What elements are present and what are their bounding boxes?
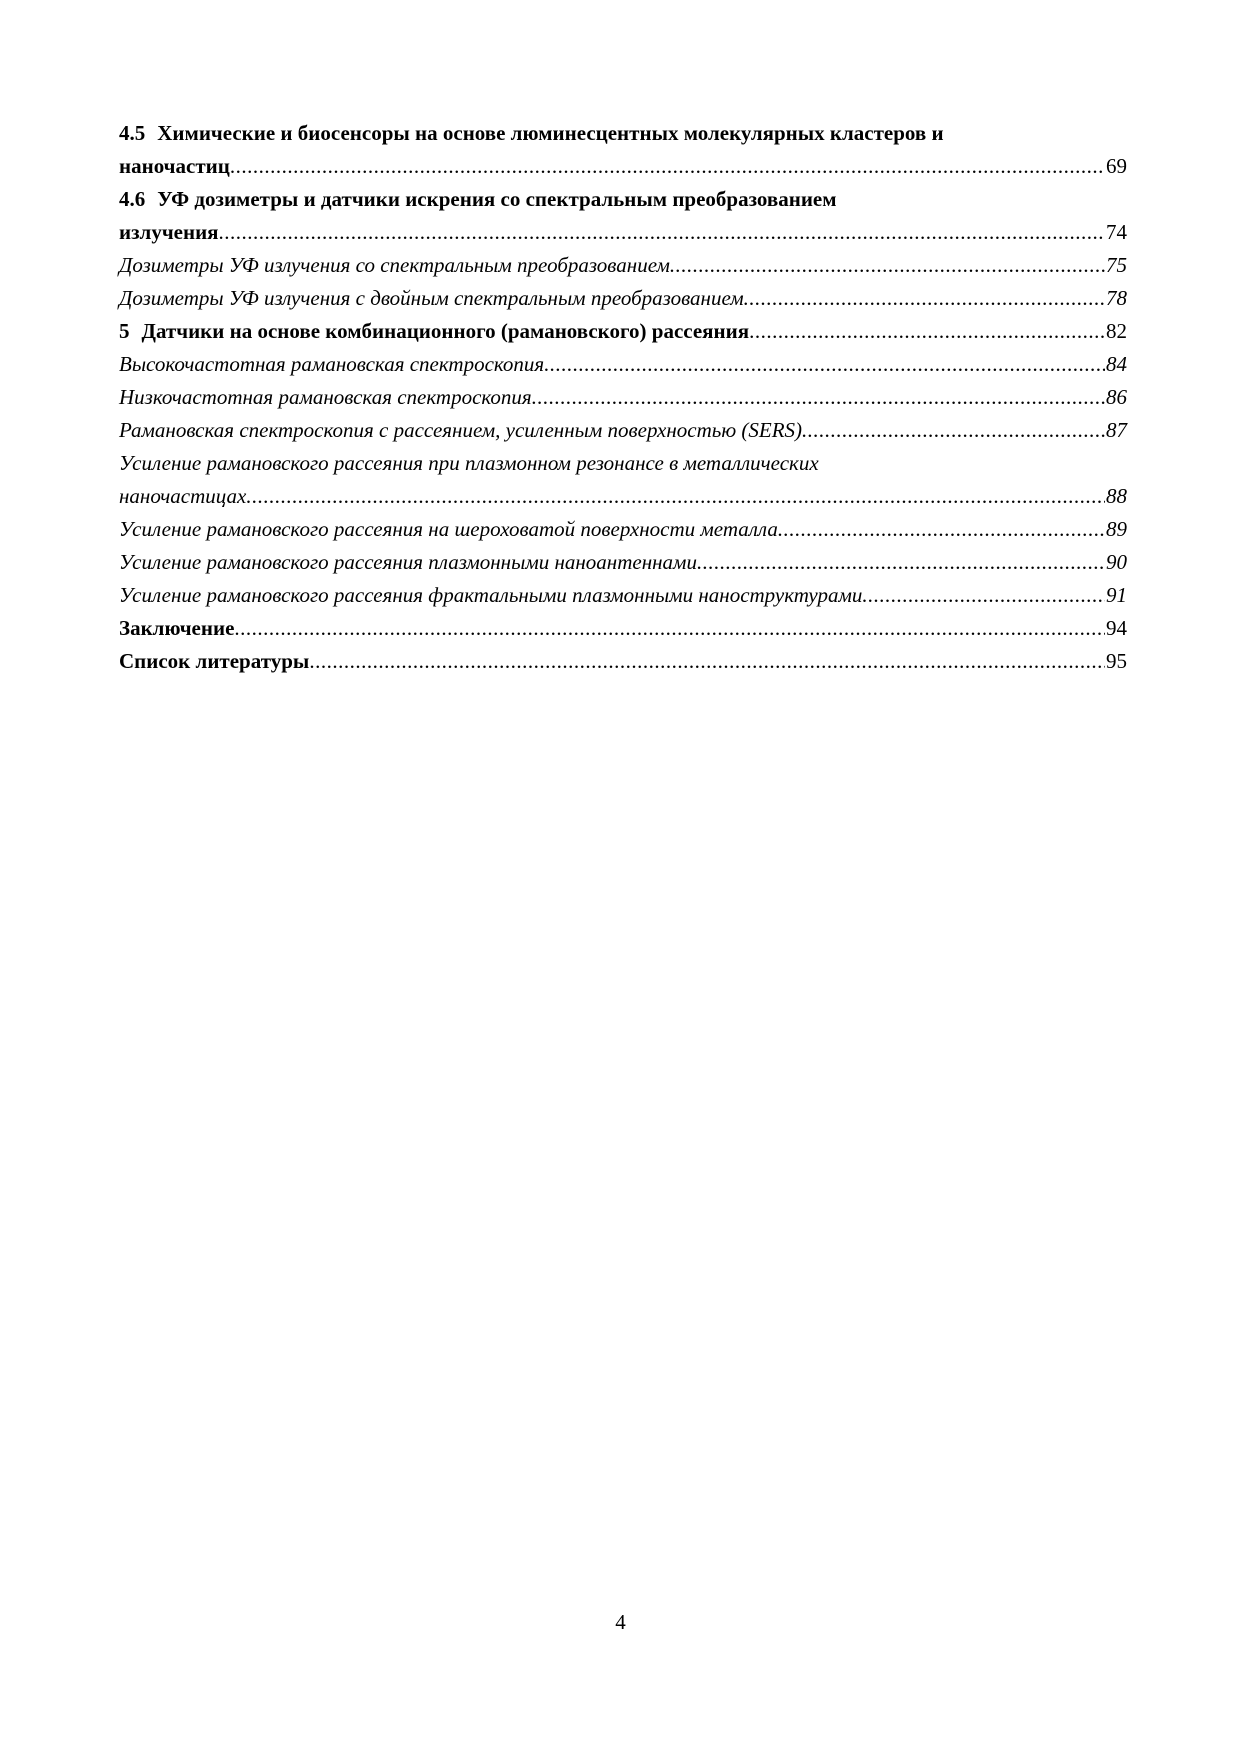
dot-leader	[862, 579, 1105, 612]
toc-entry-line	[119, 645, 1127, 678]
toc-entry-line	[119, 579, 1127, 612]
toc-entry-nanoantennas[interactable]	[119, 546, 1127, 579]
dot-leader	[532, 381, 1105, 414]
toc-entry-title-line1: Усиление рамановского рассеяния при плазмонном резонансе в металлических	[119, 451, 819, 475]
toc-entry-page: 94	[1106, 616, 1127, 640]
toc-entry-page: 89	[1106, 517, 1127, 541]
dot-leader	[744, 282, 1105, 315]
toc-entry-line	[119, 414, 1127, 447]
toc-entry-page: 95	[1106, 649, 1127, 673]
toc-entry-page: 82	[1106, 319, 1127, 343]
dot-leader	[234, 612, 1105, 645]
toc-entry-page: 88	[1106, 484, 1127, 508]
toc-entry-page: 84	[1106, 352, 1127, 376]
toc-entry-4-6[interactable]	[119, 183, 1127, 249]
toc-entry-line	[119, 216, 1127, 249]
toc-entry-page: 91	[1106, 583, 1127, 607]
dot-leader	[544, 348, 1105, 381]
dot-leader	[802, 414, 1105, 447]
toc-entry-line	[119, 381, 1127, 414]
toc-entry-line	[119, 249, 1127, 282]
toc-entry-uv-dosimeters[interactable]	[119, 249, 1127, 282]
toc-entry-line	[119, 150, 1127, 183]
page-number: 4	[615, 1610, 626, 1634]
toc-entry-page: 75	[1106, 253, 1127, 277]
toc-entry-title: Высокочастотная рамановская спектроскопия	[119, 352, 545, 376]
toc-entry-title-group	[119, 315, 749, 348]
toc-entry-title: Датчики на основе комбинационного (рамановского) рассеяния	[141, 319, 750, 343]
dot-leader	[697, 546, 1105, 579]
dot-leader	[246, 480, 1105, 513]
toc-entry-title-line1	[119, 117, 1127, 150]
toc-entry-low-freq-raman[interactable]	[119, 381, 1127, 414]
toc-entry-4-5[interactable]	[119, 117, 1127, 183]
toc-entry-page: 78	[1106, 286, 1127, 310]
toc-entry-title-cont: излучения	[119, 220, 219, 244]
toc-entry-plasmon-resonance[interactable]	[119, 447, 1127, 513]
toc-entry-title: Заключение	[119, 616, 235, 640]
dot-leader	[778, 513, 1105, 546]
toc-entry-line	[119, 315, 1127, 348]
toc-entry-number: 5	[119, 319, 130, 343]
toc-entry-page: 90	[1106, 550, 1127, 574]
toc-entry-fractal[interactable]	[119, 579, 1127, 612]
toc-entry-title: Химические и биосенсоры на основе люминесцентных молекулярных кластеров и	[157, 121, 944, 145]
toc-entry-title: Дозиметры УФ излучения со спектральным преобразованием	[119, 253, 670, 277]
toc-entry-title: Дозиметры УФ излучения с двойным спектральным преобразованием	[119, 286, 744, 310]
toc-entry-high-freq-raman[interactable]	[119, 348, 1127, 381]
table-of-contents	[119, 117, 1127, 678]
dot-leader	[309, 645, 1105, 678]
toc-entry-page: 87	[1106, 418, 1127, 442]
toc-entry-references[interactable]	[119, 645, 1127, 678]
toc-entry-title: Низкочастотная рамановская спектроскопия	[119, 385, 532, 409]
toc-entry-number: 4.5	[119, 121, 146, 145]
dot-leader	[219, 216, 1105, 249]
toc-entry-line	[119, 282, 1127, 315]
toc-entry-title-line1	[119, 183, 1127, 216]
toc-entry-line	[119, 612, 1127, 645]
dot-leader	[230, 150, 1105, 183]
toc-entry-page: 69	[1106, 154, 1127, 178]
toc-entry-page: 74	[1106, 220, 1127, 244]
dot-leader	[749, 315, 1105, 348]
toc-entry-title: Усиление рамановского рассеяния плазмонными наноантеннами	[119, 550, 697, 574]
toc-entry-sers[interactable]	[119, 414, 1127, 447]
dot-leader	[670, 249, 1105, 282]
toc-entry-line	[119, 348, 1127, 381]
toc-entry-title-cont: наночастиц	[119, 154, 230, 178]
toc-entry-5[interactable]	[119, 315, 1127, 348]
toc-entry-title: Список литературы	[119, 649, 310, 673]
toc-entry-title: Усиление рамановского рассеяния на шероховатой поверхности металла	[119, 517, 778, 541]
toc-entry-line	[119, 546, 1127, 579]
toc-entry-title-cont: наночастицах	[119, 484, 247, 508]
toc-entry-line	[119, 480, 1127, 513]
toc-entry-line	[119, 513, 1127, 546]
toc-entry-number: 4.6	[119, 187, 146, 211]
toc-entry-conclusion[interactable]	[119, 612, 1127, 645]
toc-entry-title: Рамановская спектроскопия с рассеянием, усиленным поверхностью (SERS)	[119, 418, 803, 442]
toc-entry-rough-surface[interactable]	[119, 513, 1127, 546]
toc-entry-page: 86	[1106, 385, 1127, 409]
toc-entry-uv-dosimeters-double[interactable]	[119, 282, 1127, 315]
toc-entry-title: Усиление рамановского рассеяния фрактальными плазмонными наноструктурами	[119, 583, 863, 607]
toc-entry-title: УФ дозиметры и датчики искрения со спектральным преобразованием	[157, 187, 837, 211]
